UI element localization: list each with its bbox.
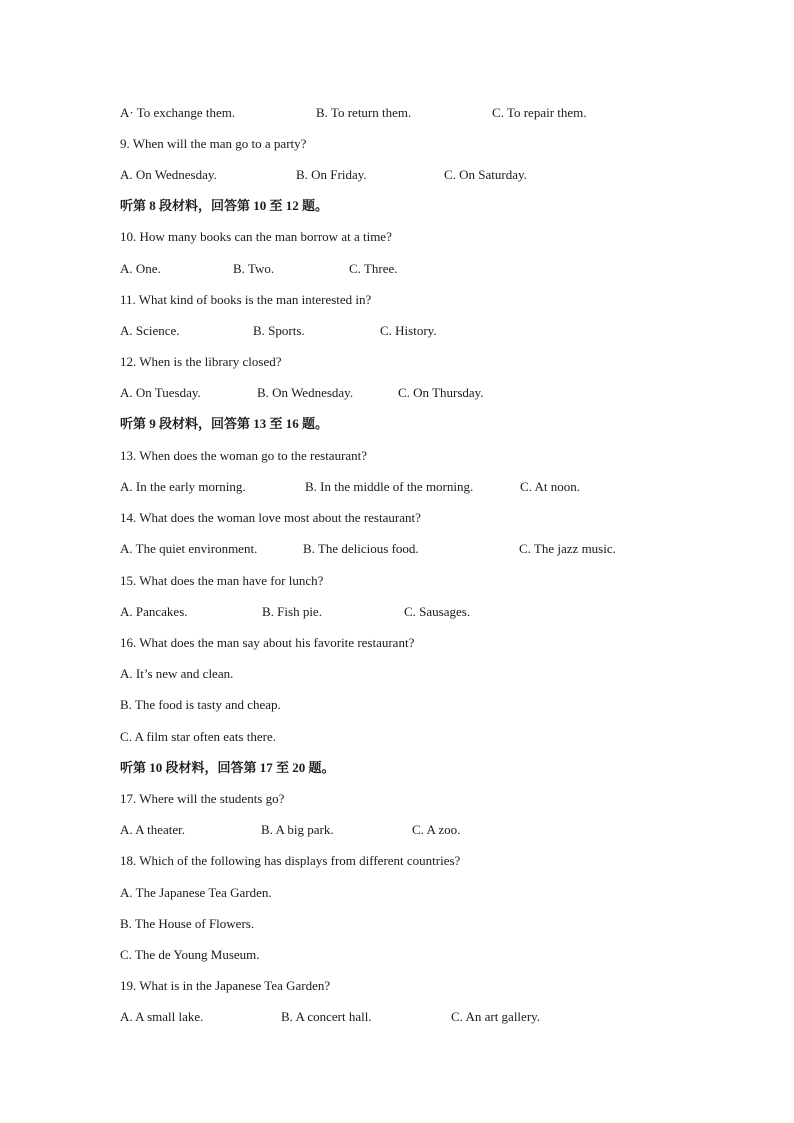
q9-option-c: C. On Saturday. [444,167,527,182]
q10-option-c: C. Three. [349,261,398,276]
q13-option-c: C. At noon. [520,479,580,494]
q10-option-a: A. One. [120,261,161,276]
q8-option-a: A· To exchange them. [120,105,236,120]
q18-option-c: C. The de Young Museum. [120,947,260,962]
q16-option-a: A. It’s new and clean. [120,666,234,681]
q18-option-a: A. The Japanese Tea Garden. [120,885,272,900]
q9-option-a: A. On Wednesday. [120,167,217,182]
q15-question: 15. What does the man have for lunch? [120,573,324,588]
q17-option-b: B. A big park. [261,822,334,837]
q10-question: 10. How many books can the man borrow at a time? [120,229,392,244]
q19-option-b: B. A concert hall. [281,1009,372,1024]
q19-option-a: A. A small lake. [120,1009,204,1024]
q12-option-b: B. On Wednesday. [257,385,354,400]
q11-option-c: C. History. [380,323,437,338]
q13-option-a: A. In the early morning. [120,479,246,494]
q8-option-b: B. To return them. [316,105,412,120]
q9-option-b: B. On Friday. [296,167,367,182]
q13-option-b: B. In the middle of the morning. [305,479,474,494]
section-10-heading: 听第 10 段材料，回答第 17 至 20 题。 [120,760,335,775]
q18-question: 18. Which of the following has displays from different countries? [120,853,461,868]
q16-option-c: C. A film star often eats there. [120,729,276,744]
q19-question: 19. What is in the Japanese Tea Garden? [120,978,331,993]
q17-option-a: A. A theater. [120,822,185,837]
q16-question: 16. What does the man say about his favorite restaurant? [120,635,415,650]
q15-option-a: A. Pancakes. [120,604,188,619]
q17-question: 17. Where will the students go? [120,791,285,806]
q14-option-b: B. The delicious food. [303,541,419,556]
q14-option-a: A. The quiet environment. [120,541,258,556]
section-9-heading: 听第 9 段材料，回答第 13 至 16 题。 [120,416,329,431]
q18-option-b: B. The House of Flowers. [120,916,255,931]
q10-option-b: B. Two. [233,261,275,276]
q11-option-a: A. Science. [120,323,180,338]
section-8-heading: 听第 8 段材料，回答第 10 至 12 题。 [120,198,329,213]
q19-option-c: C. An art gallery. [451,1009,541,1024]
q17-option-c: C. A zoo. [412,822,461,837]
q16-option-b: B. The food is tasty and cheap. [120,697,281,712]
q12-option-a: A. On Tuesday. [120,385,201,400]
q12-option-c: C. On Thursday. [398,385,484,400]
q8-option-c: C. To repair them. [492,105,587,120]
q11-question: 11. What kind of books is the man interested in? [120,292,372,307]
q14-option-c: C. The jazz music. [519,541,616,556]
q14-question: 14. What does the woman love most about the restaurant? [120,510,421,525]
q12-question: 12. When is the library closed? [120,354,282,369]
q15-option-b: B. Fish pie. [262,604,322,619]
q13-question: 13. When does the woman go to the restaurant? [120,448,368,463]
q15-option-c: C. Sausages. [404,604,471,619]
q9-question: 9. When will the man go to a party? [120,136,307,151]
q11-option-b: B. Sports. [253,323,305,338]
